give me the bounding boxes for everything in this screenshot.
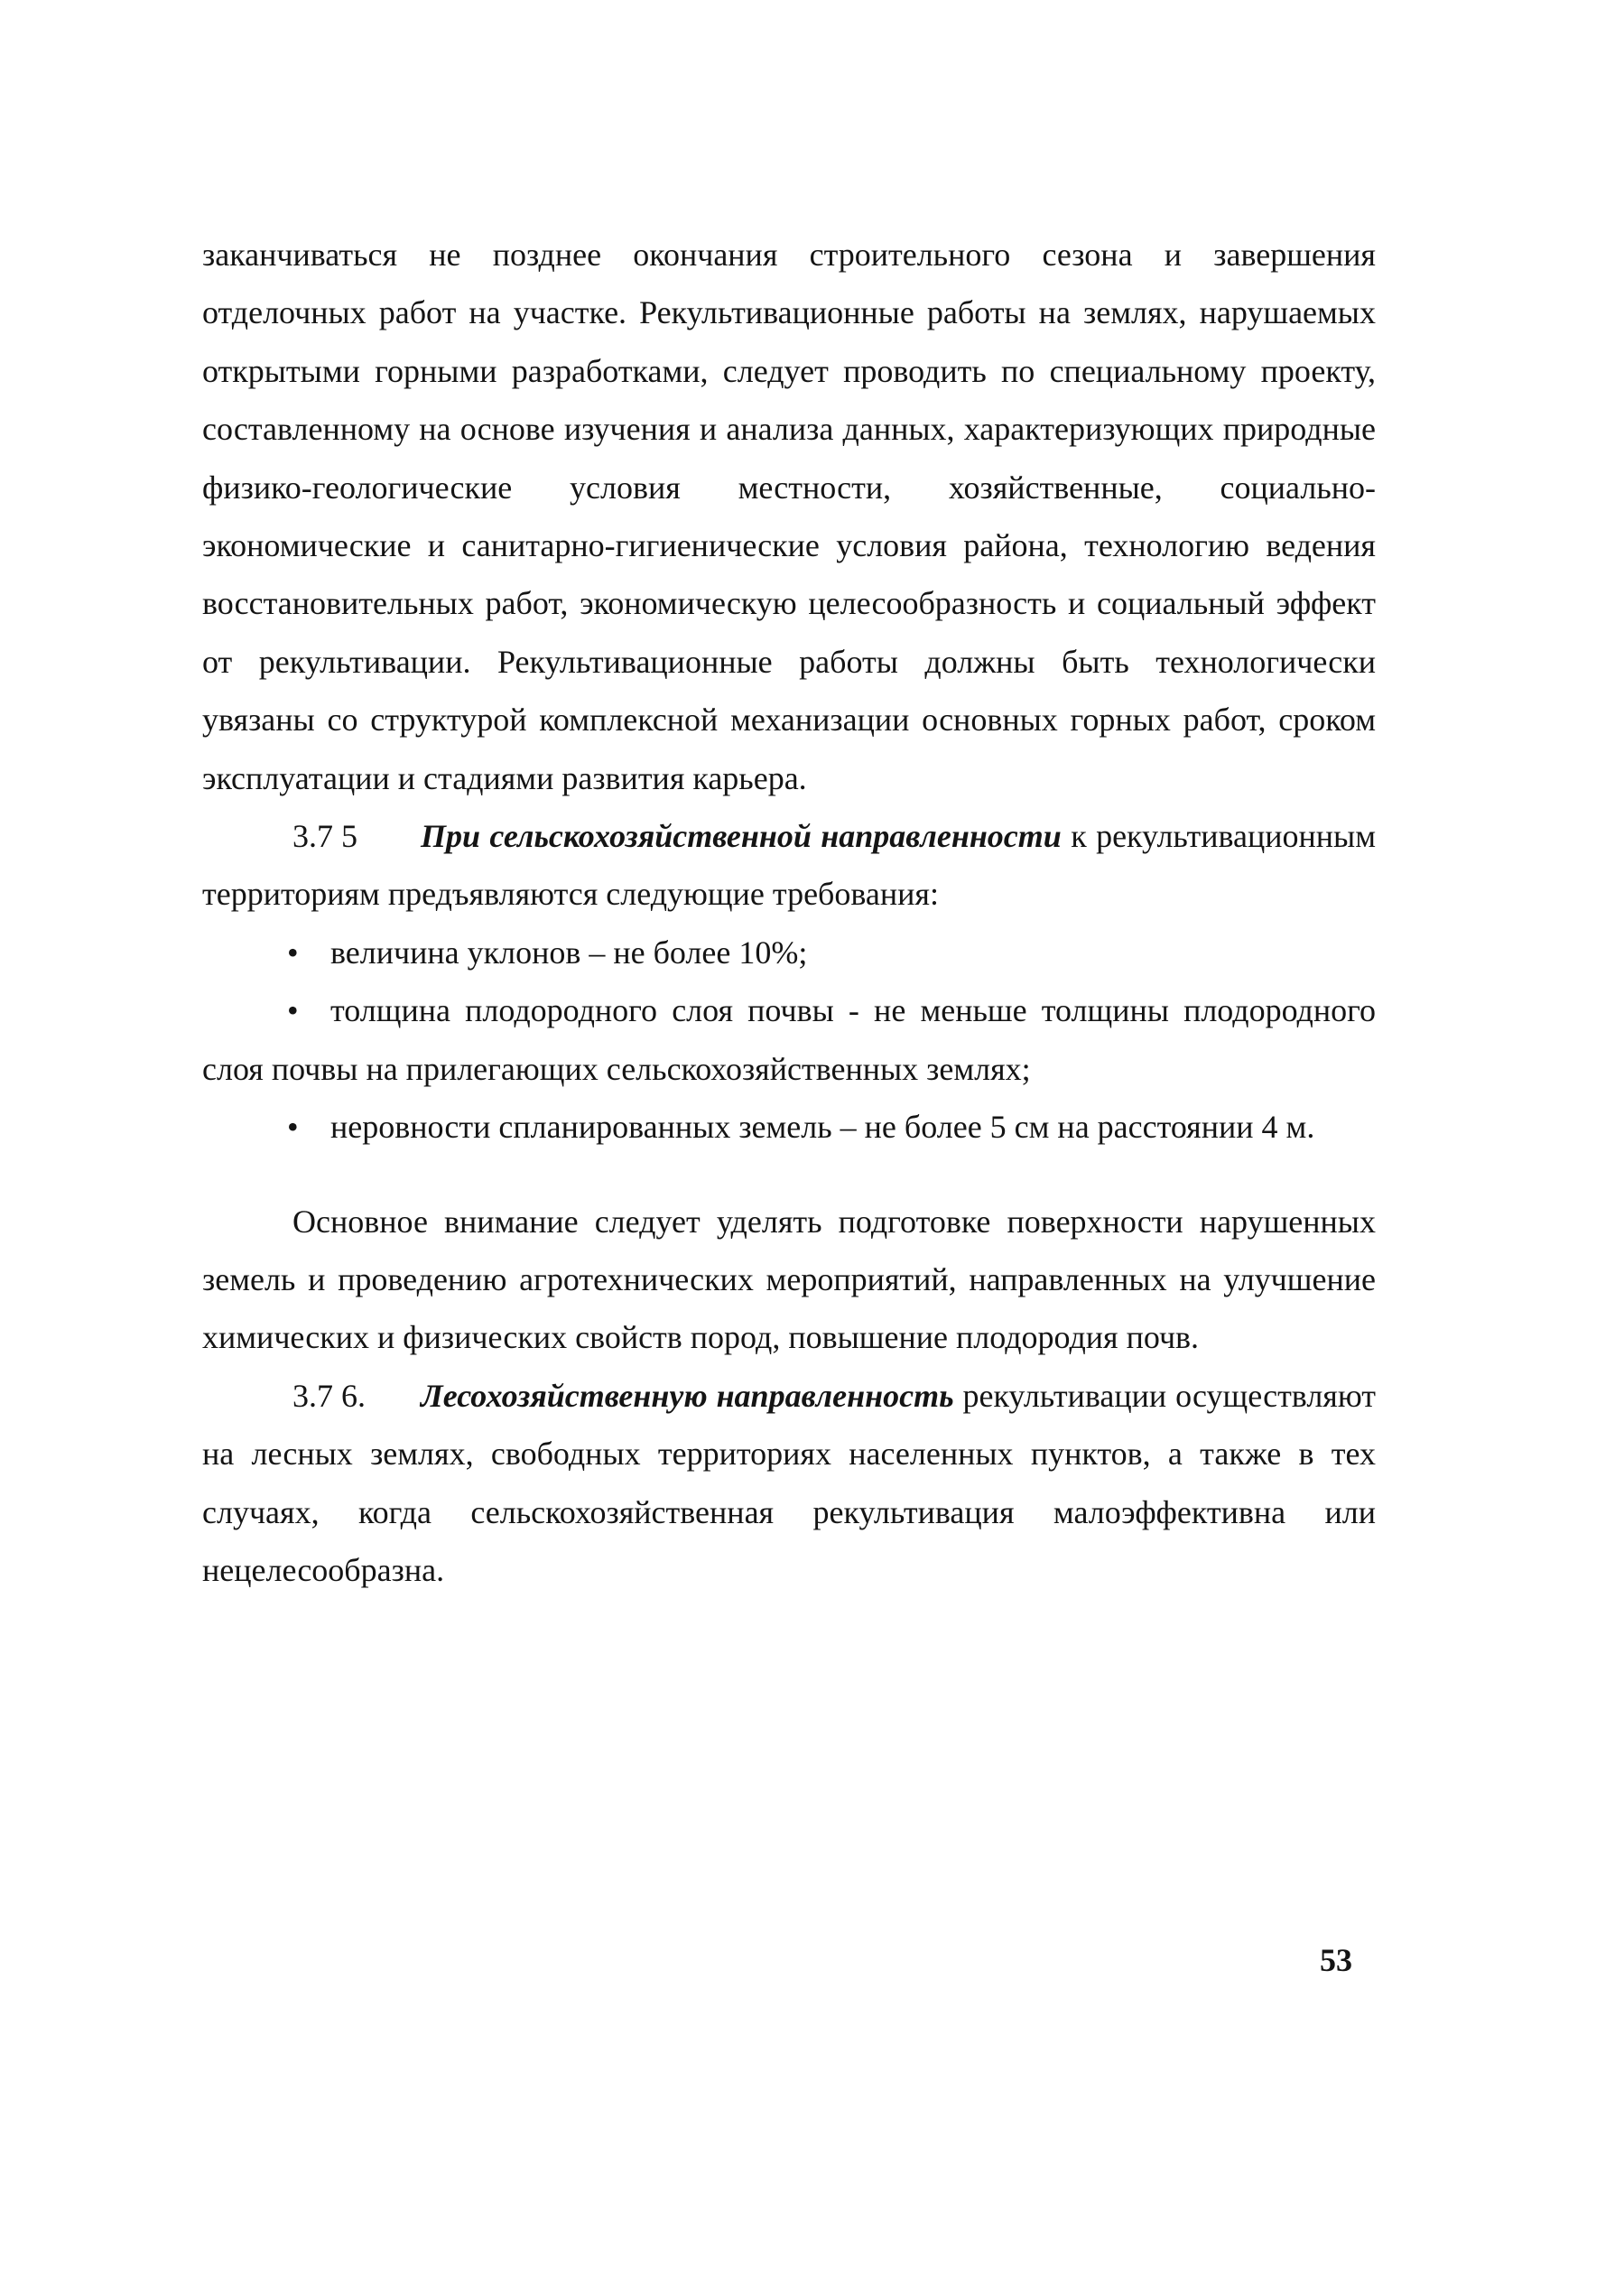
section-emphasis: Лесохозяйственную направленность [421, 1377, 954, 1414]
list-item-text: толщина плодородного слоя почвы - не меньше толщины плодородного слоя почвы на прилегающих сельскохозяйственных землях; [202, 992, 1376, 1087]
paragraph-continuation: заканчиваться не позднее окончания строительного сезона и завершения отделочных работ на участке. Рекультивационные работы на землях, нарушаемых открытыми горными разработками, следует проводить по специальному проекту, составленному на основе изучения и анализа данных, характеризующих природные физико-геологические условия местности, хозяйственные, социально-экономические и санитарно-гигиенические условия района, технологию ведения восстановительных работ, экономическую целесообразность и социальный эффект от рекультивации. Рекультивационные работы должны быть технологически увязаны со структурой комплексной механизации основных горных работ, сроком эксплуатации и стадиями развития карьера. [202, 237, 1376, 796]
page-number: 53 [1320, 1942, 1352, 1978]
list-item [202, 981, 1376, 1098]
section-3-7-5 [202, 807, 1376, 924]
section-3-7-6 [202, 1367, 1376, 1600]
list-item [202, 924, 1376, 981]
list-item [202, 1098, 1376, 1156]
body-text [202, 226, 1376, 1599]
section-emphasis: При сельскохозяйственной направленности [421, 818, 1062, 855]
bullet-icon: • [287, 1109, 299, 1146]
section-number: 3.7 6. [292, 1377, 366, 1414]
paragraph-main-attention: Основное внимание следует уделять подготовке поверхности нарушенных земель и проведению агротехнических мероприятий, направленных на улучшение химических и физических свойств пород, повышение плодородия почв. [202, 1203, 1376, 1356]
bullet-icon: • [287, 992, 299, 1029]
section-text: рекультивации осуществляют на лесных землях, свободных территориях населенных пунктов, а также в тех случаях, когда сельскохозяйственная рекультивация малоэффективна или нецелесообразна. [202, 1377, 1376, 1588]
section-text: к рекультивационным территориям предъявляются следующие требования: [202, 818, 1376, 913]
list-item-text: величина уклонов – не более 10%; [330, 934, 808, 971]
bullet-icon: • [287, 934, 299, 971]
section-number: 3.7 5 [292, 818, 357, 855]
list-item-text: неровности спланированных земель – не более 5 см на расстоянии 4 м. [330, 1109, 1315, 1146]
